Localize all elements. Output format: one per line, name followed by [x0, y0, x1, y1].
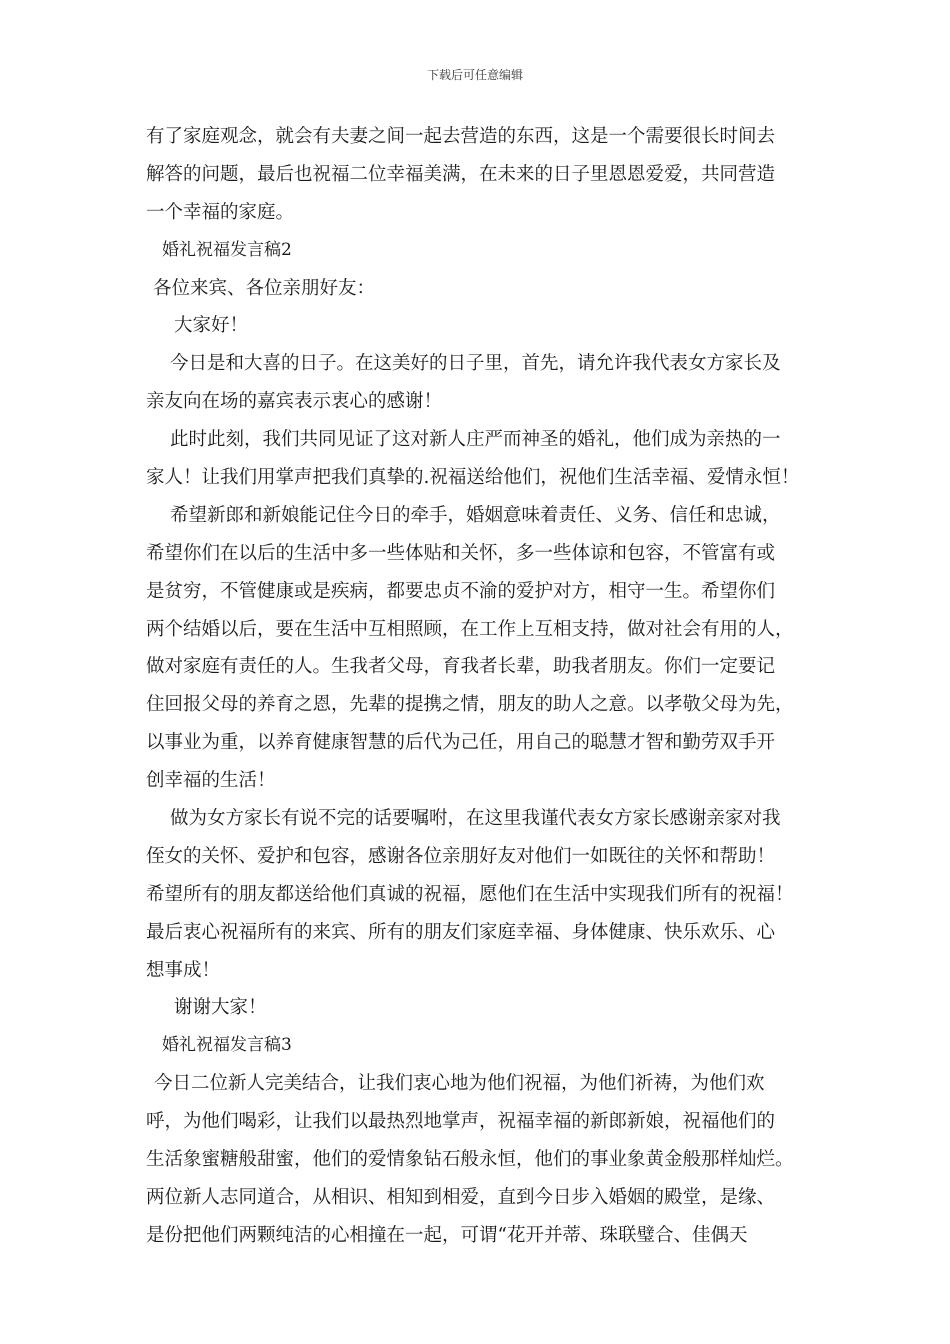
paragraph-line: 希望新郎和新娘能记住今日的牵手，婚姻意味着责任、义务、信任和忠诚，	[170, 504, 781, 526]
paragraph-line: 想事成！	[146, 959, 221, 981]
paragraph-line: 生活象蜜糖般甜蜜，他们的爱情象钻石般永恒，他们的事业象黄金般那样灿烂。	[146, 1149, 794, 1171]
paragraph-line: 是贫穷，不管健康或是疾病，都要忠贞不渝的爱护对方，相守一生。希望你们	[146, 580, 776, 602]
section-heading: 婚礼祝福发言稿2	[162, 239, 292, 260]
paragraph-line: 呼，为他们喝彩，让我们以最热烈地掌声，祝福幸福的新郎新娘，祝福他们的	[146, 1111, 776, 1133]
paragraph-line: 家人！让我们用掌声把我们真挚的.祝福送给他们，祝他们生活幸福、爱情永恒！	[146, 467, 800, 489]
paragraph-line: 希望所有的朋友都送给他们真诚的祝福，愿他们在生活中实现我们所有的祝福！	[146, 883, 794, 905]
paragraph-line: 希望你们在以后的生活中多一些体贴和关怀，多一些体谅和包容，不管富有或	[146, 542, 776, 564]
paragraph-line: 侄女的关怀、爱护和包容，感谢各位亲朋好友对他们一如既往的关怀和帮助！	[146, 845, 776, 867]
page-header-note: 下载后可任意编辑	[426, 68, 523, 82]
paragraph-line: 此时此刻，我们共同见证了这对新人庄严而神圣的婚礼，他们成为亲热的一	[170, 429, 781, 451]
paragraph-line: 创幸福的生活！	[146, 770, 276, 792]
paragraph-line: 解答的问题，最后也祝福二位幸福美满，在未来的日子里恩恩爱爱，共同营造	[146, 163, 776, 185]
section-heading: 婚礼祝福发言稿3	[162, 1035, 292, 1056]
paragraph-line: 一个幸福的家庭。	[146, 201, 295, 223]
paragraph-line: 今日二位新人完美结合，让我们衷心地为他们祝福，为他们祈祷，为他们欢	[154, 1073, 765, 1095]
salutation-line: 各位来宾、各位亲朋好友：	[153, 277, 376, 299]
paragraph-line: 两个结婚以后，要在生活中互相照顾，在工作上互相支持，做对社会有用的人，	[146, 618, 794, 640]
paragraph-line: 有了家庭观念，就会有夫妻之间一起去营造的东西，这是一个需要很长时间去	[146, 126, 776, 147]
paragraph-line: 最后衷心祝福所有的来宾、所有的朋友们家庭幸福、身体健康、快乐欢乐、心	[146, 921, 776, 943]
paragraph-line: 两位新人志同道合，从相识、相知到相爱，直到今日步入婚姻的殿堂，是缘、	[146, 1186, 776, 1208]
paragraph-line: 做为女方家长有说不完的话要嘱咐，在这里我谨代表女方家长感谢亲家对我	[170, 808, 781, 830]
paragraph-line: 以事业为重，以养育健康智慧的后代为己任，用自己的聪慧才智和勤劳双手开	[146, 732, 776, 754]
paragraph-line: 住回报父母的养育之恩，先辈的提携之情，朋友的助人之意。以孝敬父母为先，	[146, 694, 794, 716]
paragraph-line: 亲友向在场的嘉宾表示衷心的感谢！	[146, 391, 443, 413]
paragraph-line: 是份把他们两颗纯洁的心相撞在一起，可谓“花开并蒂、珠联璧合、佳偶天	[146, 1224, 748, 1246]
paragraph-line: 谢谢大家！	[174, 997, 267, 1019]
paragraph-line: 今日是和大喜的日子。在这美好的日子里，首先，请允许我代表女方家长及	[170, 353, 781, 375]
paragraph-line: 大家好！	[174, 315, 249, 337]
paragraph-line: 做对家庭有责任的人。生我者父母，育我者长辈，助我者朋友。你们一定要记	[146, 656, 776, 678]
document-body	[146, 118, 826, 1255]
